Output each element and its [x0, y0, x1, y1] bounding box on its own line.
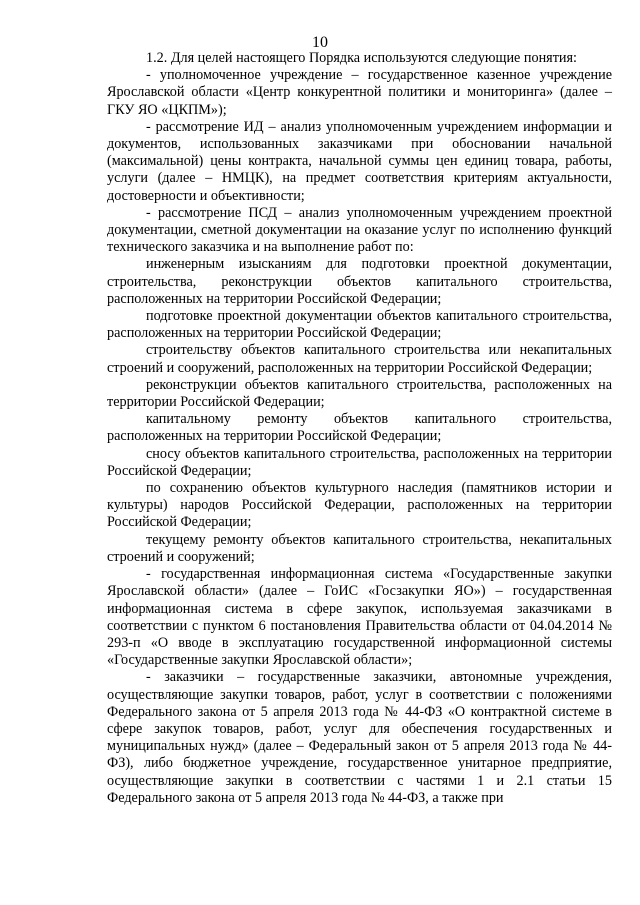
paragraph-state-information-system: - государственная информационная система «Государственные закупки Ярославской области» (далее – ГоИС «Госзакупки ЯО») – государственная информационная система в сфере закупок, используемая заказчиками в соответствии с пунктом 6 постановления Правительства области от 04.04.2014 № 293-п «О вводе в эксплуатацию государственной информационной системы «Государственные закупки Ярославской области»; [107, 566, 612, 669]
paragraph-authorized-institution: - уполномоченное учреждение – государственное казенное учреждение Ярославской области «Центр конкурентной политики и мониторинга» (далее – ГКУ ЯО «ЦКПМ»); [107, 67, 612, 118]
paragraph-definitions-intro: 1.2. Для целей настоящего Порядка используются следующие понятия: [146, 50, 577, 66]
paragraph-psd-review: - рассмотрение ПСД – анализ уполномоченным учреждением проектной документации, сметной документации на оказание услуг по исполнению функций технического заказчика и на выполнение работ по: [107, 204, 612, 256]
paragraph-capital-repair: капитальному ремонту объектов капитального строительства, расположенных на территории Российской Федерации; [107, 411, 612, 445]
paragraph-construction: строительству объектов капитального строительства или некапитальных строений и сооружений, расположенных на территории Российской Федерации; [107, 342, 612, 376]
paragraph-id-review: - рассмотрение ИД – анализ уполномоченным учреждением информации и документов, использованных заказчиками при обосновании начальной (максимальной) цены контракта, начальной суммы цен единиц товара, работы, услуги (далее – НМЦК), на предмет соответствия критериям актуальности, достоверности и объективности; [107, 118, 612, 204]
paragraph-reconstruction: реконструкции объектов капитального строительства, расположенных на территории Российской Федерации; [107, 376, 612, 411]
paragraph-current-repair: текущему ремонту объектов капитального строительства, некапитальных строений и сооружений; [107, 531, 612, 565]
paragraph-design-preparation: подготовке проектной документации объектов капитального строительства, расположенных на территории Российской Федерации; [107, 308, 612, 342]
document-body [107, 50, 612, 807]
paragraph-customers: - заказчики – государственные заказчики, автономные учреждения, осуществляющие закупки товаров, работ, услуг в соответствии с положениями Федерального закона от 5 апреля 2013 года № 44-ФЗ «О контрактной системе в сфере закупок товаров, работ, услуг для обеспечения государственных и муниципальных нужд» (далее – Федеральный закон от 5 апреля 2013 года № 44-ФЗ), либо бюджетное учреждение, государственное унитарное предприятие, осуществляющие закупки в соответствии с частями 1 и 2.1 статьи 15 Федерального закона от 5 апреля 2013 года № 44-ФЗ, а также при [107, 669, 612, 806]
paragraph-heritage-preservation: по сохранению объектов культурного наследия (памятников истории и культуры) народов Российской Федерации, расположенных на территории Российской Федерации; [107, 480, 612, 531]
paragraph-demolition: сносу объектов капитального строительства, расположенных на территории Российской Федерации; [107, 445, 612, 479]
paragraph-engineering-surveys: инженерным изысканиям для подготовки проектной документации, строительства, реконструкции объектов капитального строительства, расположенных на территории Российской Федерации; [107, 256, 612, 307]
page-number: 10 [312, 34, 328, 51]
